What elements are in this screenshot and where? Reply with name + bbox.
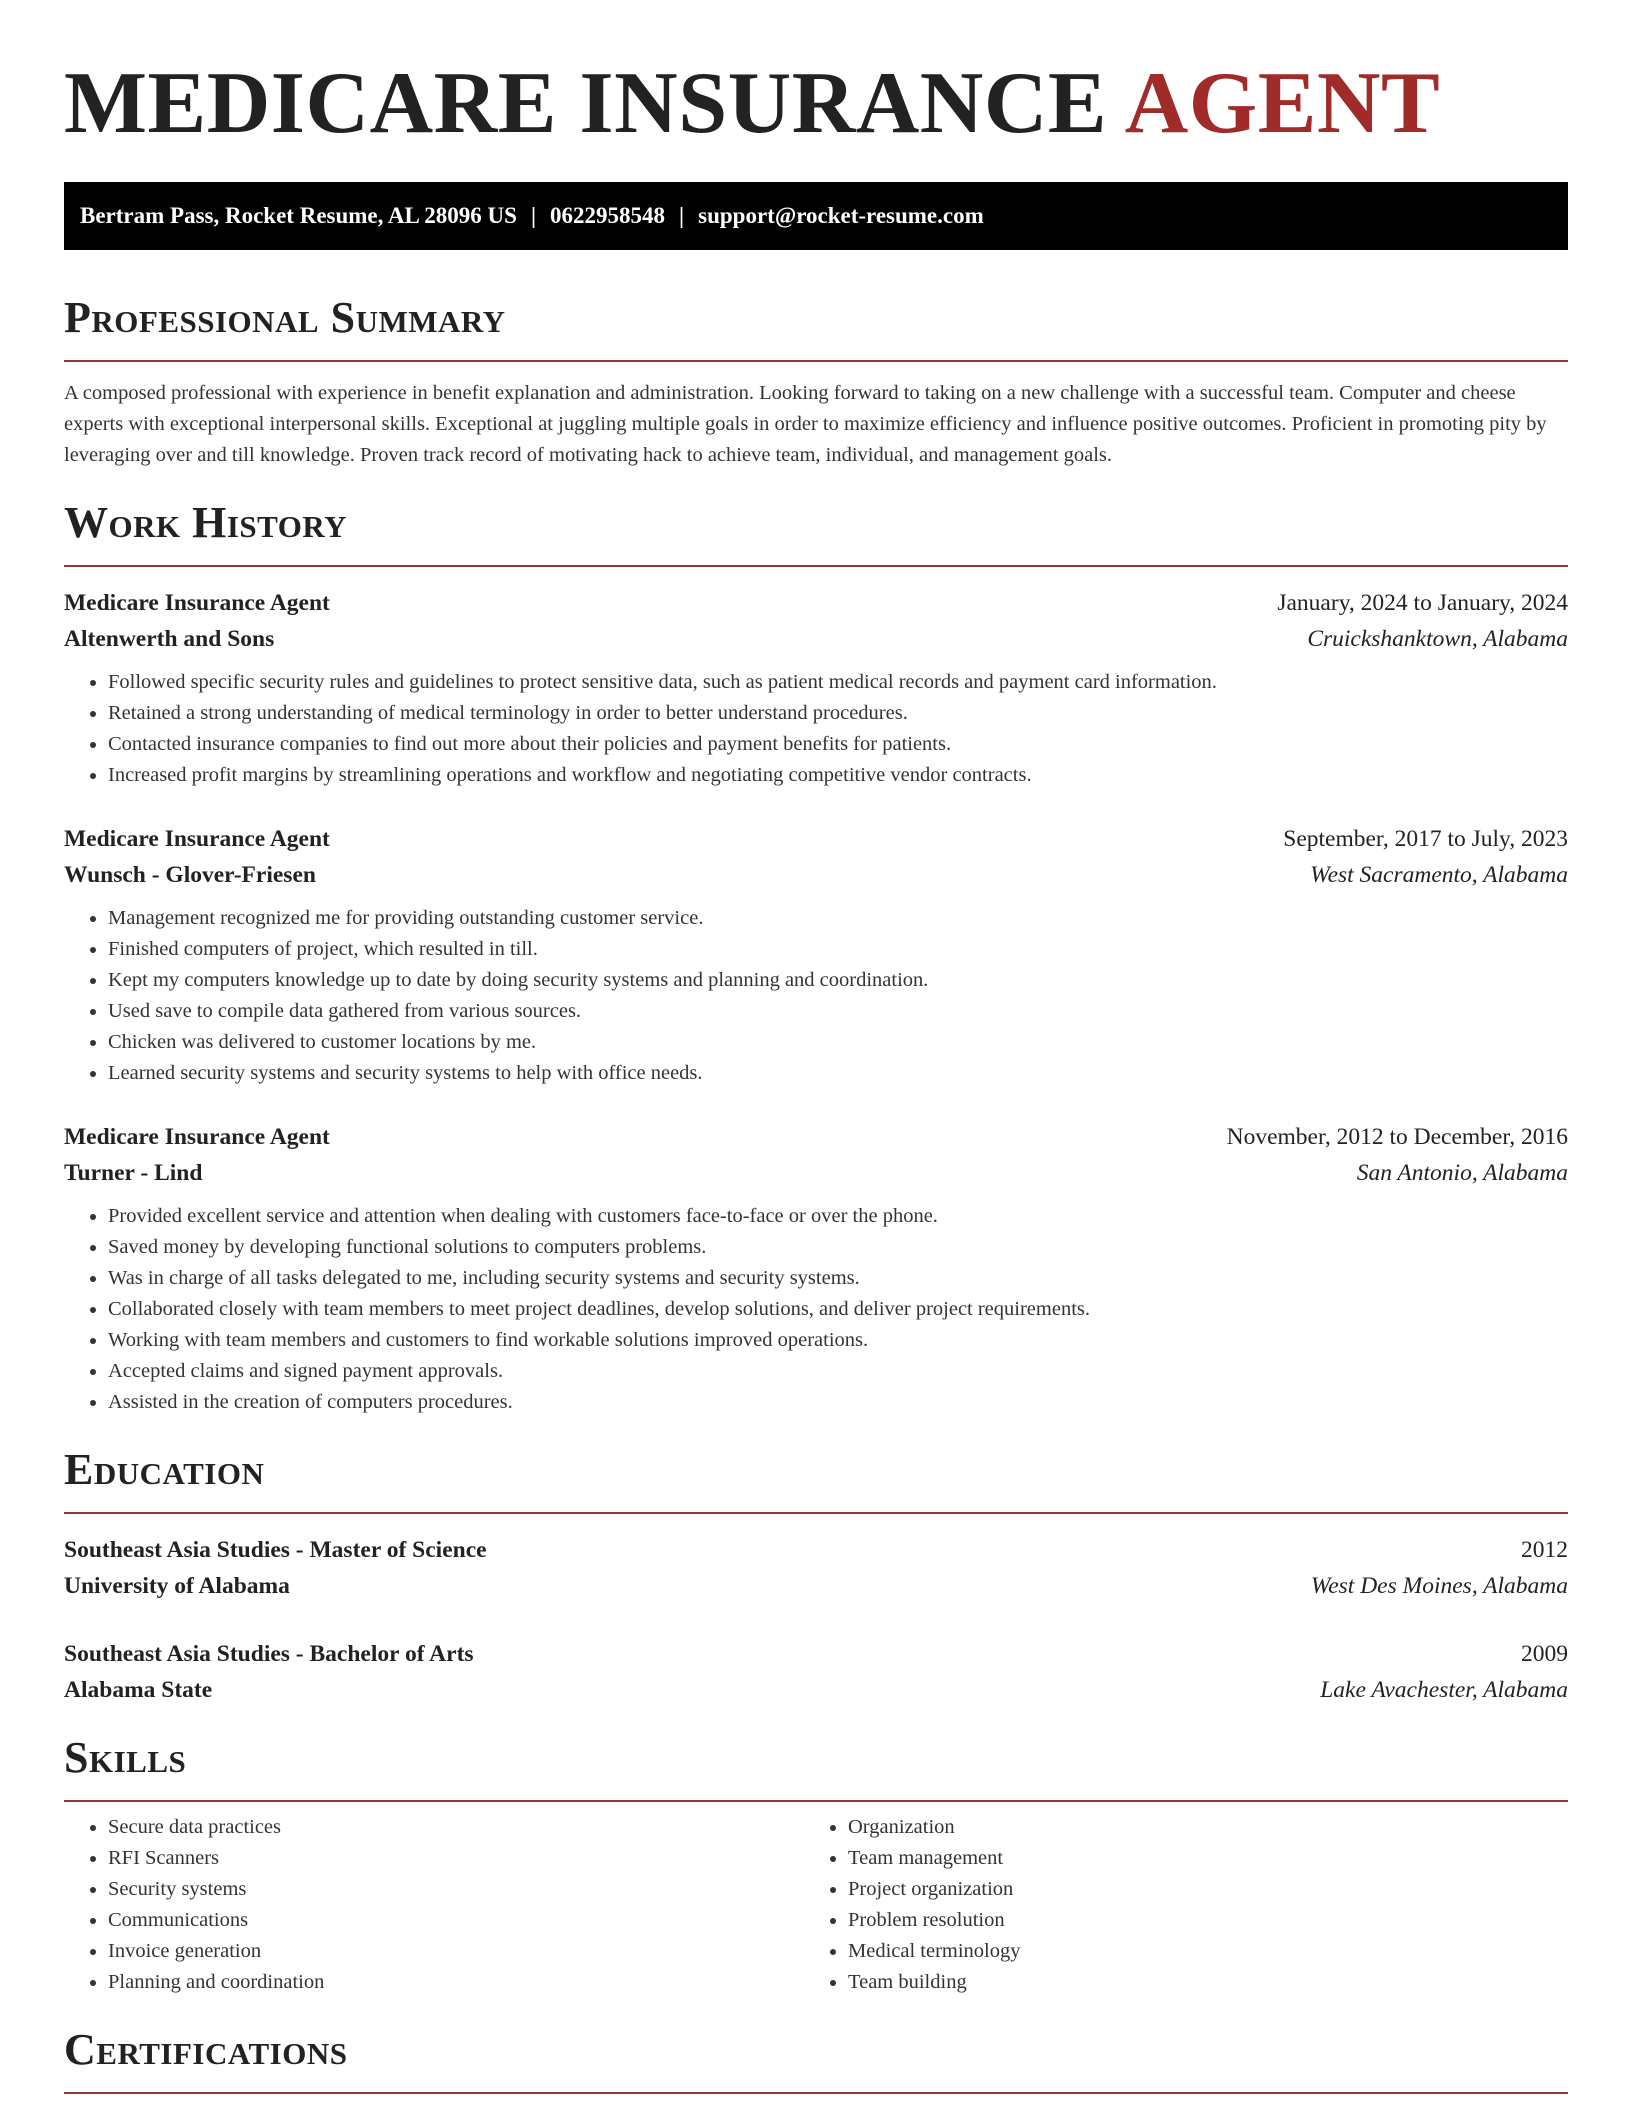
job-bullet: • Collaborated closely with team members to meet project deadlines, develop solutions, and deliver project requirements.: [108, 1294, 1568, 1325]
section-divider: [64, 1800, 1568, 1802]
job-title: Medicare Insurance Agent: [64, 1124, 330, 1150]
job-company-row: [64, 1155, 1568, 1191]
job-bullet: • Assisted in the creation of computers procedures.: [108, 1387, 1568, 1418]
job-dates: November, 2012 to December, 2016: [1226, 1124, 1568, 1150]
job-title: Medicare Insurance Agent: [64, 590, 330, 616]
contact-email: support@rocket-resume.com: [698, 203, 984, 228]
education-degree-row: [64, 1532, 1568, 1568]
section-heading-work: Work History: [64, 498, 348, 547]
skill-item: • Medical terminology: [848, 1936, 1544, 1967]
job-entry: [64, 1119, 1568, 1418]
job-bullet: • Contacted insurance companies to find out more about their policies and payment benefits for patients.: [108, 729, 1568, 760]
job-bullet: • Kept my computers knowledge up to date by doing security systems and planning and coordination.: [108, 965, 1568, 996]
job-dates: September, 2017 to July, 2023: [1283, 826, 1568, 852]
section-heading-education: Education: [64, 1445, 265, 1494]
certifications-section: [64, 2024, 1568, 2094]
section-heading-skills: Skills: [64, 1733, 187, 1782]
job-bullet: • Learned security systems and security systems to help with office needs.: [108, 1058, 1568, 1089]
skill-item: • Planning and coordination: [108, 1967, 804, 1998]
education-degree: Southeast Asia Studies - Master of Science: [64, 1537, 487, 1563]
job-company: Wunsch - Glover-Friesen: [64, 862, 316, 888]
section-divider: [64, 1512, 1568, 1514]
job-company: Turner - Lind: [64, 1160, 203, 1186]
job-bullet: • Saved money by developing functional solutions to computers problems.: [108, 1232, 1568, 1263]
education-school: University of Alabama: [64, 1573, 290, 1599]
job-location: Cruickshanktown, Alabama: [1307, 626, 1568, 652]
skill-item: • RFI Scanners: [108, 1843, 804, 1874]
section-heading-summary: Professional Summary: [64, 293, 506, 342]
education-entry: [64, 1636, 1568, 1708]
job-bullets: [64, 1201, 1568, 1418]
job-bullets: [64, 903, 1568, 1089]
job-company-row: [64, 857, 1568, 893]
job-bullet: • Finished computers of project, which resulted in till.: [108, 934, 1568, 965]
job-header-row: [64, 821, 1568, 857]
job-location: San Antonio, Alabama: [1356, 1160, 1568, 1186]
job-bullet: • Increased profit margins by streamlining operations and workflow and negotiating competitive vendor contracts.: [108, 760, 1568, 791]
job-bullet: • Used save to compile data gathered from various sources.: [108, 996, 1568, 1027]
job-bullet: • Chicken was delivered to customer locations by me.: [108, 1027, 1568, 1058]
skill-item: • Security systems: [108, 1874, 804, 1905]
job-entry: [64, 821, 1568, 1089]
education-location: Lake Avachester, Alabama: [1320, 1677, 1568, 1703]
skill-item: • Problem resolution: [848, 1905, 1544, 1936]
skill-item: • Team management: [848, 1843, 1544, 1874]
skills-column-right: [804, 1812, 1544, 1998]
contact-phone: 0622958548: [550, 203, 666, 228]
section-divider: [64, 565, 1568, 567]
title-accent: AGENT: [1124, 55, 1441, 152]
job-bullets: [64, 667, 1568, 791]
section-divider: [64, 360, 1568, 362]
skill-item: • Team building: [848, 1967, 1544, 1998]
job-header-row: [64, 585, 1568, 621]
job-company: Altenwerth and Sons: [64, 626, 275, 652]
skills-list: [804, 1812, 1544, 1998]
job-bullet: • Working with team members and customers to find workable solutions improved operations.: [108, 1325, 1568, 1356]
job-bullet: • Was in charge of all tasks delegated to me, including security systems and security systems.: [108, 1263, 1568, 1294]
contact-separator: |: [679, 203, 685, 228]
resume-title: [64, 0, 1568, 154]
education-school-row: [64, 1672, 1568, 1708]
skill-item: • Secure data practices: [108, 1812, 804, 1843]
job-location: West Sacramento, Alabama: [1310, 862, 1568, 888]
section-divider: [64, 2092, 1568, 2094]
skill-item: • Communications: [108, 1905, 804, 1936]
skill-item: • Organization: [848, 1812, 1544, 1843]
skill-item: • Invoice generation: [108, 1936, 804, 1967]
contact-address: Bertram Pass, Rocket Resume, AL 28096 US: [80, 203, 517, 228]
skills-grid: [64, 1812, 1568, 1998]
education-school-row: [64, 1568, 1568, 1604]
resume-page: [64, 0, 1568, 2094]
education-year: 2009: [1521, 1641, 1568, 1667]
contact-bar: [64, 182, 1568, 250]
education-degree: Southeast Asia Studies - Bachelor of Arts: [64, 1641, 474, 1667]
skills-list: [64, 1812, 804, 1998]
education-section: [64, 1444, 1568, 1708]
section-heading-certifications: Certifications: [64, 2025, 348, 2074]
summary-text: A composed professional with experience in benefit explanation and administration. Looking forward to taking on a new challenge with a successful team. Computer and cheese experts with exceptional interpersonal skills. Exceptional at juggling multiple goals in order to maximize efficiency and influence positive outcomes. Proficient in promoting pity by leveraging over and till knowledge. Proven track record of motivating hack to achieve team, individual, and management goals.: [64, 382, 1547, 466]
education-location: West Des Moines, Alabama: [1310, 1573, 1568, 1599]
job-header-row: [64, 1119, 1568, 1155]
work-history-section: [64, 497, 1568, 1418]
education-school: Alabama State: [64, 1677, 213, 1703]
job-bullet: • Followed specific security rules and guidelines to protect sensitive data, such as patient medical records and payment card information.: [108, 667, 1568, 698]
skills-column-left: [64, 1812, 804, 1998]
job-bullet: • Retained a strong understanding of medical terminology in order to better understand procedures.: [108, 698, 1568, 729]
contact-separator: |: [530, 203, 537, 228]
title-main: MEDICARE INSURANCE: [64, 55, 1108, 152]
job-bullet: • Accepted claims and signed payment approvals.: [108, 1356, 1568, 1387]
summary-section: [64, 292, 1568, 471]
skills-section: [64, 1732, 1568, 1998]
job-bullet: • Provided excellent service and attention when dealing with customers face-to-face or over the phone.: [108, 1201, 1568, 1232]
job-bullet: • Management recognized me for providing outstanding customer service.: [108, 903, 1568, 934]
education-entry: [64, 1532, 1568, 1604]
job-title: Medicare Insurance Agent: [64, 826, 330, 852]
skill-item: • Project organization: [848, 1874, 1544, 1905]
job-entry: [64, 585, 1568, 791]
education-year: 2012: [1521, 1537, 1568, 1563]
job-company-row: [64, 621, 1568, 657]
job-dates: January, 2024 to January, 2024: [1277, 590, 1568, 616]
education-degree-row: [64, 1636, 1568, 1672]
